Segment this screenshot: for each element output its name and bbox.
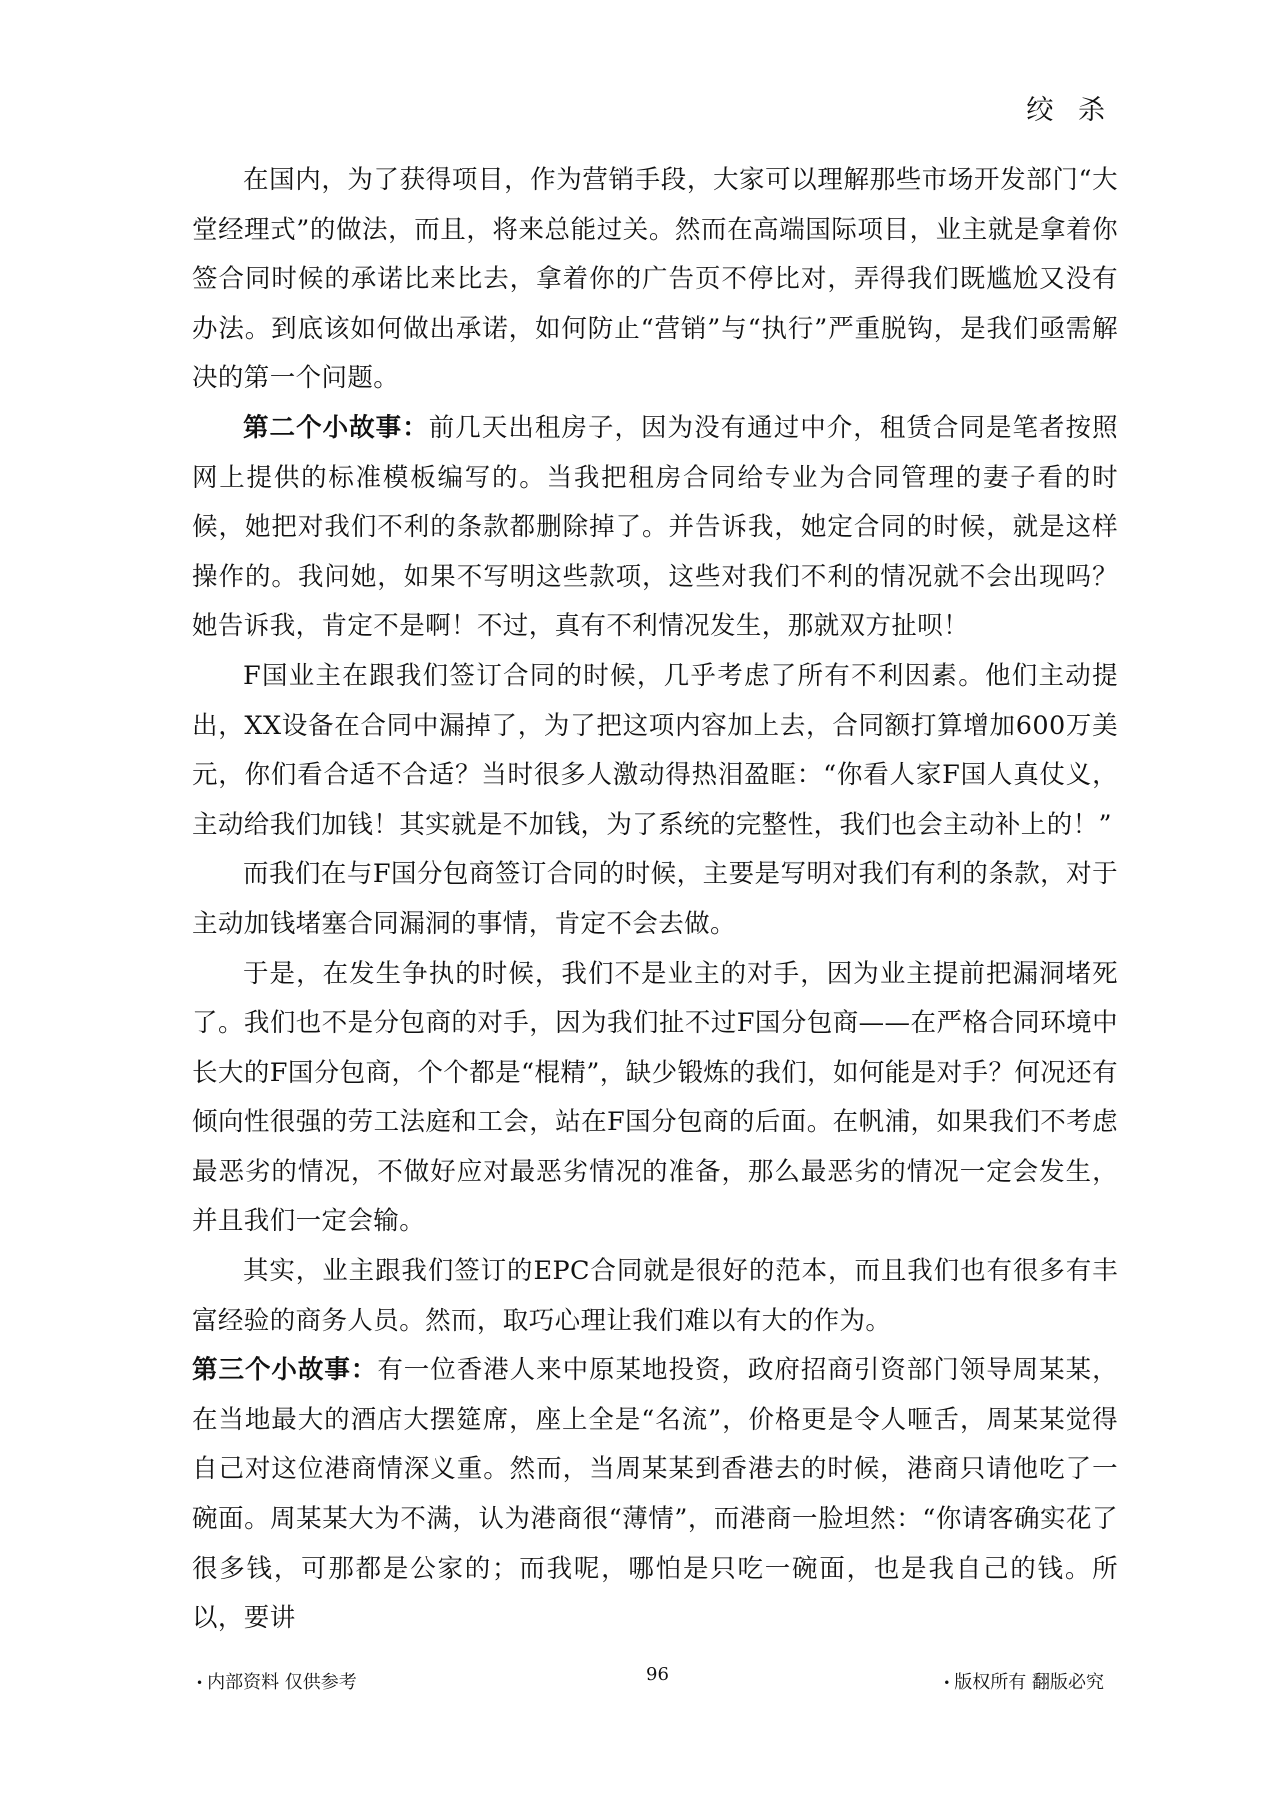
running-header-title: 绞 杀: [1026, 95, 1113, 126]
paragraph-1: [192, 156, 1118, 404]
body-text: [192, 156, 1118, 1644]
footer-left-note: [196, 1668, 357, 1694]
paragraph-3-text: F国业主在跟我们签订合同的时候，几乎考虑了所有不利因素。他们主动提出，XX设备在合同中漏掉了，为了把这项内容加上去，合同额打算增加600万美元，你们看合适不合适？当时很多人激动得热泪盈眶：“你看人家F国人真仗义，主动给我们加钱！其实就是不加钱，为了系统的完整性，我们也会主动补上的！”: [192, 660, 1118, 840]
page-number: 96: [646, 1664, 669, 1685]
paragraph-3: [192, 652, 1118, 850]
paragraph-2: [192, 404, 1118, 652]
paragraph-2-text: 前几天出租房子，因为没有通过中介，租赁合同是笔者按照网上提供的标准模板编写的。当我把租房合同给专业为合同管理的妻子看的时候，她把对我们不利的条款都删除掉了。并告诉我，她定合同的时候，就是这样操作的。我问她，如果不写明这些款项，这些对我们不利的情况就不会出现吗？她告诉我，肯定不是啊！不过，真有不利情况发生，那就双方扯呗！: [192, 412, 1118, 642]
story-two-heading: 第二个小故事：: [243, 412, 429, 443]
footer-right-note: [943, 1668, 1104, 1694]
bullet-icon: •: [196, 1676, 204, 1690]
paragraph-6: [192, 1247, 1118, 1346]
paragraph-7: [192, 1346, 1118, 1644]
footer-left-text: 内部资料 仅供参考: [207, 1672, 357, 1693]
story-three-heading: 第三个小故事：: [192, 1355, 378, 1386]
paragraph-1-text: 在国内，为了获得项目，作为营销手段，大家可以理解那些市场开发部门“大堂经理式”的做法，而且，将来总能过关。然而在高端国际项目，业主就是拿着你签合同时候的承诺比来比去，拿着你的广告页不停比对，弄得我们既尴尬又没有办法。到底该如何做出承诺，如何防止“营销”与“执行”严重脱钩，是我们亟需解决的第一个问题。: [192, 165, 1118, 394]
paragraph-4-text: 而我们在与F国分包商签订合同的时候，主要是写明对我们有利的条款，对于主动加钱堵塞合同漏洞的事情，肯定不会去做。: [192, 859, 1118, 939]
footer-right-text: 版权所有 翻版必究: [954, 1672, 1104, 1693]
paragraph-5-text: 于是，在发生争执的时候，我们不是业主的对手，因为业主提前把漏洞堵死了。我们也不是分包商的对手，因为我们扯不过F国分包商——在严格合同环境中长大的F国分包商，个个都是“棍精”，缺少锻炼的我们，如何能是对手？何况还有倾向性很强的劳工法庭和工会，站在F国分包商的后面。在帆浦，如果我们不考虑最恶劣的情况，不做好应对最恶劣情况的准备，那么最恶劣的情况一定会发生，并且我们一定会输。: [192, 958, 1118, 1237]
paragraph-5: [192, 950, 1118, 1248]
paragraph-7-text: 有一位香港人来中原某地投资，政府招商引资部门领导周某某，在当地最大的酒店大摆筵席，座上全是“名流”，价格更是令人咂舌，周某某觉得自己对这位港商情深义重。然而，当周某某到香港去的时候，港商只请他吃了一碗面。周某某大为不满，认为港商很“薄情”，而港商一脸坦然：“你请客确实花了很多钱，可那都是公家的；而我呢，哪怕是只吃一碗面，也是我自己的钱。所以，要讲: [192, 1355, 1118, 1634]
bullet-icon: •: [943, 1676, 951, 1690]
paragraph-6-text: 其实，业主跟我们签订的EPC合同就是很好的范本，而且我们也有很多有丰富经验的商务人员。然而，取巧心理让我们难以有大的作为。: [192, 1256, 1118, 1336]
page-footer: [192, 1664, 1118, 1694]
paragraph-4: [192, 850, 1118, 949]
